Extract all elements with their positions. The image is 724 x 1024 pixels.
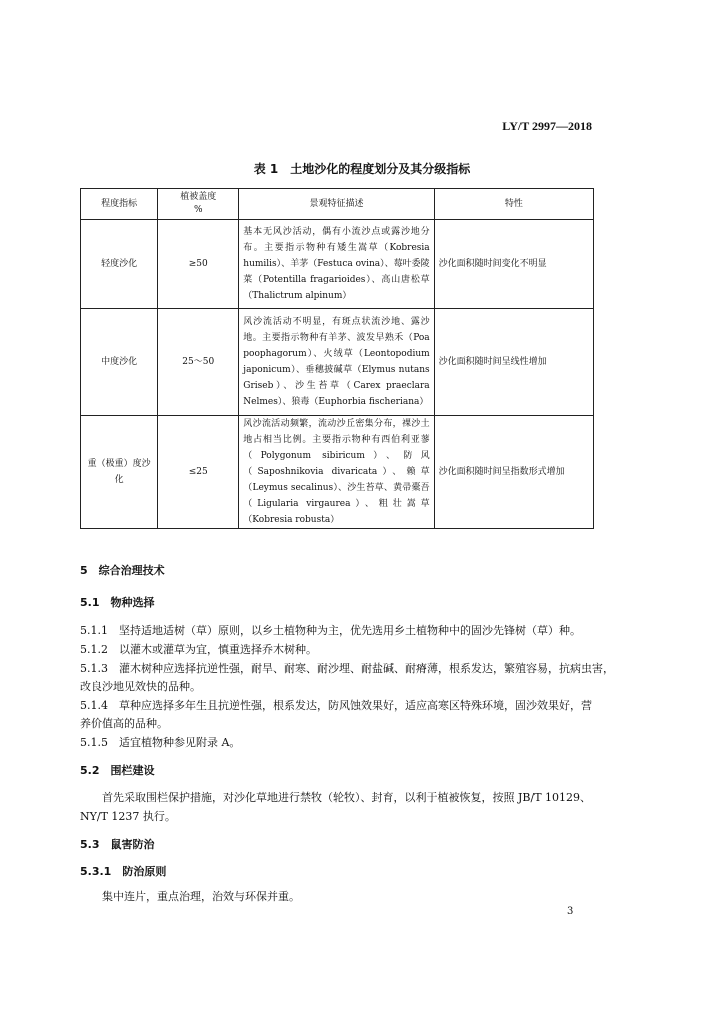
column-header-feature: 特性 xyxy=(434,189,593,220)
document-id: LY/T 2997—2018 xyxy=(502,119,592,133)
clause-5-1-5: 5.1.5 适宜植物种参见附录 A。 xyxy=(80,736,241,749)
table-row xyxy=(81,309,594,416)
cell-level: 中度沙化 xyxy=(81,309,158,416)
table-row xyxy=(81,220,594,309)
cell-feature: 沙化面积随时间呈线性增加 xyxy=(434,309,593,416)
column-header-description: 景观特征描述 xyxy=(239,189,434,220)
cell-feature: 沙化面积随时间呈指数形式增加 xyxy=(434,416,593,529)
cell-coverage: 25～50 xyxy=(158,309,239,416)
table-header-row xyxy=(81,189,594,220)
table-row xyxy=(81,416,594,529)
cell-description: 风沙流活动频繁，流动沙丘密集分布，裸沙土地占相当比例。主要指示物种有西伯利亚蓼（Polygonum sibiricum）、防风（Saposhnikovia divaricata）、赖草（Leymus secalinus）、沙生苔草、黄帚橐吾（Ligularia virgaurea）、粗壮嵩草（Kobresia robusta） xyxy=(239,416,434,529)
cell-feature: 沙化面积随时间变化不明显 xyxy=(434,220,593,309)
cell-description: 风沙流活动不明显，有斑点状流沙地、露沙地。主要指示物种有羊茅、波发早熟禾（Poa poophagorum）、火绒草（Leontopodium japonicum）、垂穗披碱草（Elymus nutans Griseb）、沙生苔草（Carex praeclara Nelmes）、狼毒（Euphorbia fischeriana） xyxy=(239,309,434,416)
section-5-3-heading: 5.3 鼠害防治 xyxy=(80,838,155,851)
clause-5-1-1: 5.1.1 坚持适地适树（草）原则，以乡土植物种为主，优先选用乡土植物种中的固沙先锋树（草）种。 xyxy=(80,624,581,637)
section-5-1-heading: 5.1 物种选择 xyxy=(80,596,155,609)
cell-level: 重（极重）度沙化 xyxy=(81,416,158,529)
column-header-level: 程度指标 xyxy=(81,189,158,220)
column-header-coverage: 植被盖度 % xyxy=(158,189,239,220)
clause-5-1-2: 5.1.2 以灌木或灌草为宜，慎重选择乔木树种。 xyxy=(80,643,317,656)
section-5-heading: 5 综合治理技术 xyxy=(80,564,165,577)
clause-5-1-4-line2: 养价值高的品种。 xyxy=(80,717,168,730)
cell-coverage: ≥50 xyxy=(158,220,239,309)
section-5-3-1-heading: 5.3.1 防治原则 xyxy=(80,865,167,878)
clause-5-1-3-line1: 5.1.3 灌木树种应选择抗逆性强，耐旱、耐寒、耐沙埋、耐盐碱、耐瘠薄，根系发达，繁殖容易，抗病虫害， xyxy=(80,662,614,675)
clause-5-1-4-line1: 5.1.4 草种应选择多年生且抗逆性强，根系发达，防风蚀效果好，适应高寒区特殊环境，固沙效果好，营 xyxy=(80,699,592,712)
paragraph-5-3-1: 集中连片，重点治理，治效与环保并重。 xyxy=(102,890,300,903)
paragraph-5-2-line1: 首先采取围栏保护措施，对沙化草地进行禁牧（轮牧）、封育，以利于植被恢复，按照 JB/T 10129、 xyxy=(102,791,592,804)
cell-level: 轻度沙化 xyxy=(81,220,158,309)
paragraph-5-2-line2: NY/T 1237 执行。 xyxy=(80,810,176,823)
cell-description: 基本无风沙活动，偶有小流沙点或露沙地分布。主要指示物种有矮生嵩草（Kobresia humilis）、羊茅（Festuca ovina）、莓叶委陵菜（Potentilla fragarioides）、高山唐松草（Thalictrum alpinum） xyxy=(239,220,434,309)
table-title: 表 1 土地沙化的程度划分及其分级指标 xyxy=(253,162,471,176)
clause-5-1-3-line2: 改良沙地见效快的品种。 xyxy=(80,680,201,693)
section-5-2-heading: 5.2 围栏建设 xyxy=(80,764,155,777)
page-number: 3 xyxy=(567,906,574,917)
desertification-table xyxy=(80,188,594,529)
cell-coverage: ≤25 xyxy=(158,416,239,529)
